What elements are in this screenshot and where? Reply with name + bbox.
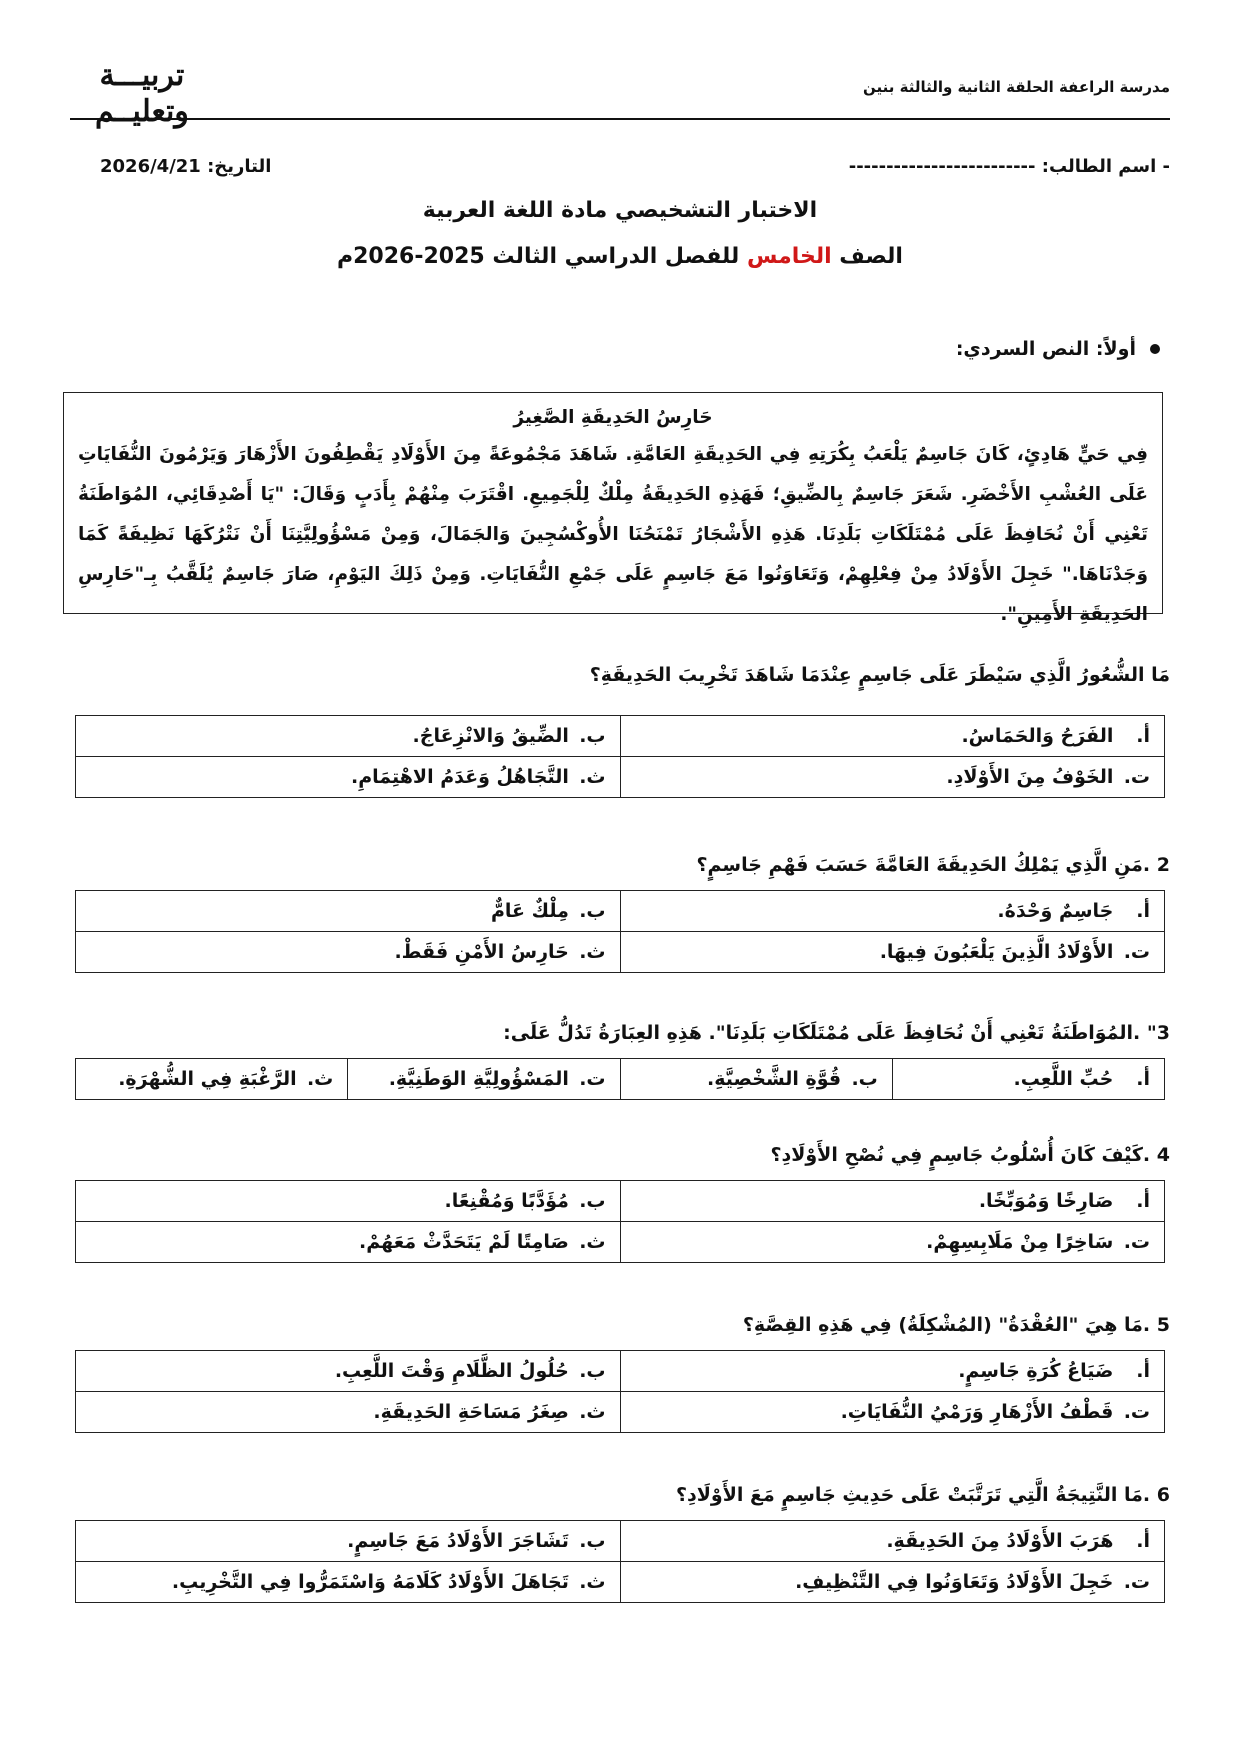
option-letter: أ. [1136,1190,1150,1212]
option-text: الخَوْفُ مِنَ الأَوْلَادِ. [946,766,1114,788]
option-text: قَطْفُ الأَزْهَارِ وَرَمْيُ النُّفَايَاتِ. [840,1401,1114,1423]
passage-title: حَارِسُ الحَدِيقَةِ الصَّغِيرُ [513,407,713,428]
exam-date [100,156,271,177]
options-table-2 [75,890,1165,973]
option-letter: ت. [1123,941,1150,963]
logo-line-2: وتعليــم [95,94,189,129]
options-table-3 [75,1058,1165,1100]
option-letter: ت. [1123,766,1150,788]
option-letter: ث. [579,1571,606,1593]
option-letter: ب. [579,1360,606,1382]
option-text: جَاسِمٌ وَحْدَهُ. [997,900,1114,922]
option-text: الضِّيقُ وَالانْزِعَاجُ. [412,725,569,747]
option-letter: ث. [579,941,606,963]
option-text: تَشَاجَرَ الأَوْلَادُ مَعَ جَاسِمٍ. [347,1530,569,1552]
option-4d[interactable] [76,1222,621,1263]
option-text: حُبِّ اللَّعِبِ. [1013,1068,1114,1090]
subtitle-term: للفصل الدراسي الثالث 2025-2026م [337,244,740,269]
question-5: 5 .مَا هِيَ "العُقْدَةُ" (المُشْكِلَةُ) فِي هَذِهِ القِصَّةِ؟ [742,1314,1170,1336]
student-name-field[interactable]: - اسم الطالب: ------------------------- [848,156,1170,177]
option-text: صِغَرُ مَسَاحَةِ الحَدِيقَةِ. [373,1401,569,1423]
option-letter: ب. [851,1068,878,1090]
option-5b[interactable] [76,1351,621,1392]
option-letter: ب. [579,725,606,747]
option-letter: أ. [1136,1068,1150,1090]
question-1: مَا الشُّعُورُ الَّذِي سَيْطَرَ عَلَى جَاسِمٍ عِنْدَمَا شَاهَدَ تَخْرِيبَ الحَدِيقَةِ؟ [589,664,1170,686]
option-text: المَسْؤُولِيَّةِ الوَطَنِيَّةِ. [388,1068,569,1090]
option-text: هَرَبَ الأَوْلَادُ مِنَ الحَدِيقَةِ. [886,1530,1114,1552]
section-label: أولاً: النص السردي: [955,338,1136,360]
option-text: مُؤَدَّبًا وَمُقْنِعًا. [444,1190,569,1212]
option-6a[interactable] [620,1521,1165,1562]
option-text: صَارِخًا وَمُوَبِّخًا. [978,1190,1114,1212]
option-text: قُوَّةِ الشَّخْصِيَّةِ. [707,1068,842,1090]
option-1d[interactable] [76,757,621,798]
options-table-6 [75,1520,1165,1603]
option-1c[interactable] [620,757,1165,798]
option-letter: ث. [306,1068,334,1090]
question-4: 4 .كَيْفَ كَانَ أُسْلُوبُ جَاسِمٍ فِي نُصْحِ الأَوْلَادِ؟ [770,1144,1170,1166]
option-4c[interactable] [620,1222,1165,1263]
section-heading [956,338,1160,360]
option-1b[interactable] [76,716,621,757]
option-letter: ث. [579,1401,606,1423]
question-2: 2 .مَنِ الَّذِي يَمْلِكُ الحَدِيقَةَ العَامَّةَ حَسَبَ فَهْمِ جَاسِمٍ؟ [696,854,1170,876]
option-letter: أ. [1136,1530,1150,1552]
option-5a[interactable] [620,1351,1165,1392]
option-letter: أ. [1136,1360,1150,1382]
subtitle-grade-name: الخامس [746,244,832,269]
option-letter: ب. [579,1190,606,1212]
question-6: 6 .مَا النَّتِيجَةُ الَّتِي تَرَتَّبَتْ عَلَى حَدِيثِ جَاسِمٍ مَعَ الأَوْلَادِ؟ [675,1484,1170,1506]
option-2d[interactable] [76,932,621,973]
option-letter: أ. [1136,900,1150,922]
exam-subtitle [0,244,1240,269]
option-letter: ت. [1123,1231,1150,1253]
school-name: مدرسة الراعفة الحلقة الثانية والثالثة بنين [863,78,1170,96]
option-2a[interactable] [620,891,1165,932]
option-2b[interactable] [76,891,621,932]
date-value: 2026/4/21 [100,156,201,177]
option-3b[interactable] [620,1059,892,1100]
option-letter: ب. [579,1530,606,1552]
option-letter: أ. [1136,725,1150,747]
option-6c[interactable] [620,1562,1165,1603]
header-divider [70,118,1170,120]
option-letter: ت. [1123,1571,1150,1593]
subtitle-grade-label: الصف [839,244,903,269]
option-4b[interactable] [76,1181,621,1222]
option-6b[interactable] [76,1521,621,1562]
option-5d[interactable] [76,1392,621,1433]
option-letter: ب. [579,900,606,922]
option-letter: ث. [579,1231,606,1253]
option-letter: ت. [579,1068,606,1090]
options-table-4 [75,1180,1165,1263]
option-4a[interactable] [620,1181,1165,1222]
date-label: التاريخ: [207,156,272,177]
option-3d[interactable] [76,1059,348,1100]
options-table-1 [75,715,1165,798]
option-text: ضَيَاعُ كُرَةِ جَاسِمٍ. [958,1360,1114,1382]
option-6d[interactable] [76,1562,621,1603]
passage-text: فِي حَيٍّ هَادِئٍ، كَانَ جَاسِمٌ يَلْعَبُ بِكُرَتِهِ فِي الحَدِيقَةِ العَامَّةِ. شَاهَدَ مَجْمُوعَةً مِنَ الأَوْلَادِ يَقْطِفُونَ الأَزْهَارَ وَيَرْمُونَ النُّفَايَاتِ عَلَى العُشْبِ الأَخْضَرِ. شَعَرَ جَاسِمٌ بِالضِّيقِ؛ فَهَذِهِ الحَدِيقَةُ مِلْكٌ لِلْجَمِيعِ. اقْتَرَبَ مِنْهُمْ بِأَدَبٍ وَقَالَ: "يَا أَصْدِقَائِي، المُوَاطَنَةُ تَعْنِي أَنْ نُحَافِظَ عَلَى مُمْتَلَكَاتِ بَلَدِنَا. هَذِهِ الأَشْجَارُ تَمْنَحُنَا الأُوكْسُجِينَ وَالجَمَالَ، وَمِنْ مَسْؤُولِيَّتِنَا أَنْ نَتْرُكَهَا نَظِيفَةً كَمَا وَجَدْنَاهَا." خَجِلَ الأَوْلَادُ مِنْ فِعْلِهِمْ، وَتَعَاوَنُوا مَعَ جَاسِمٍ عَلَى جَمْعِ النُّفَايَاتِ. وَمِنْ ذَلِكَ اليَوْمِ، صَارَ جَاسِمٌ يُلَقَّبُ بِـ"حَارِسِ الحَدِيقَةِ الأَمِينِ". [78,444,1148,625]
option-text: الفَرَحُ وَالحَمَاسُ. [961,725,1114,747]
option-text: صَامِتًا لَمْ يَتَحَدَّثْ مَعَهُمْ. [359,1231,569,1253]
option-1a[interactable] [620,716,1165,757]
option-letter: ت. [1123,1401,1150,1423]
passage-box [63,392,1163,625]
option-3c[interactable] [348,1059,620,1100]
option-text: حُلُولُ الظَّلَامِ وَقْتَ اللَّعِبِ. [334,1360,569,1382]
option-letter: ث. [579,766,606,788]
logo-line-1: تربيـــة [99,58,185,93]
option-5c[interactable] [620,1392,1165,1433]
option-text: التَّجَاهُلُ وَعَدَمُ الاهْتِمَامِ. [350,766,569,788]
option-text: سَاخِرًا مِنْ مَلَابِسِهِمْ. [926,1231,1114,1253]
option-text: تَجَاهَلَ الأَوْلَادُ كَلَامَهُ وَاسْتَمَرُّوا فِي التَّخْرِيبِ. [171,1571,569,1593]
options-table-5 [75,1350,1165,1433]
option-text: الأَوْلَادُ الَّذِينَ يَلْعَبُونَ فِيهَا. [879,941,1114,963]
bullet-icon [1150,344,1160,354]
question-3: 3" .المُوَاطَنَةُ تَعْنِي أَنْ نُحَافِظَ عَلَى مُمْتَلَكَاتِ بَلَدِنَا". هَذِهِ العِبَارَةُ تَدُلُّ عَلَى: [503,1022,1170,1044]
option-text: مِلْكٌ عَامٌّ [491,900,569,922]
option-text: الرَّغْبَةِ فِي الشُّهْرَةِ. [118,1068,297,1090]
option-2c[interactable] [620,932,1165,973]
option-text: حَارِسُ الأَمْنِ فَقَطْ. [394,941,569,963]
option-text: خَجِلَ الأَوْلَادُ وَتَعَاوَنُوا فِي التَّنْظِيفِ. [795,1571,1114,1593]
option-3a[interactable] [892,1059,1164,1100]
exam-title: الاختبار التشخيصي مادة اللغة العربية [422,198,818,223]
